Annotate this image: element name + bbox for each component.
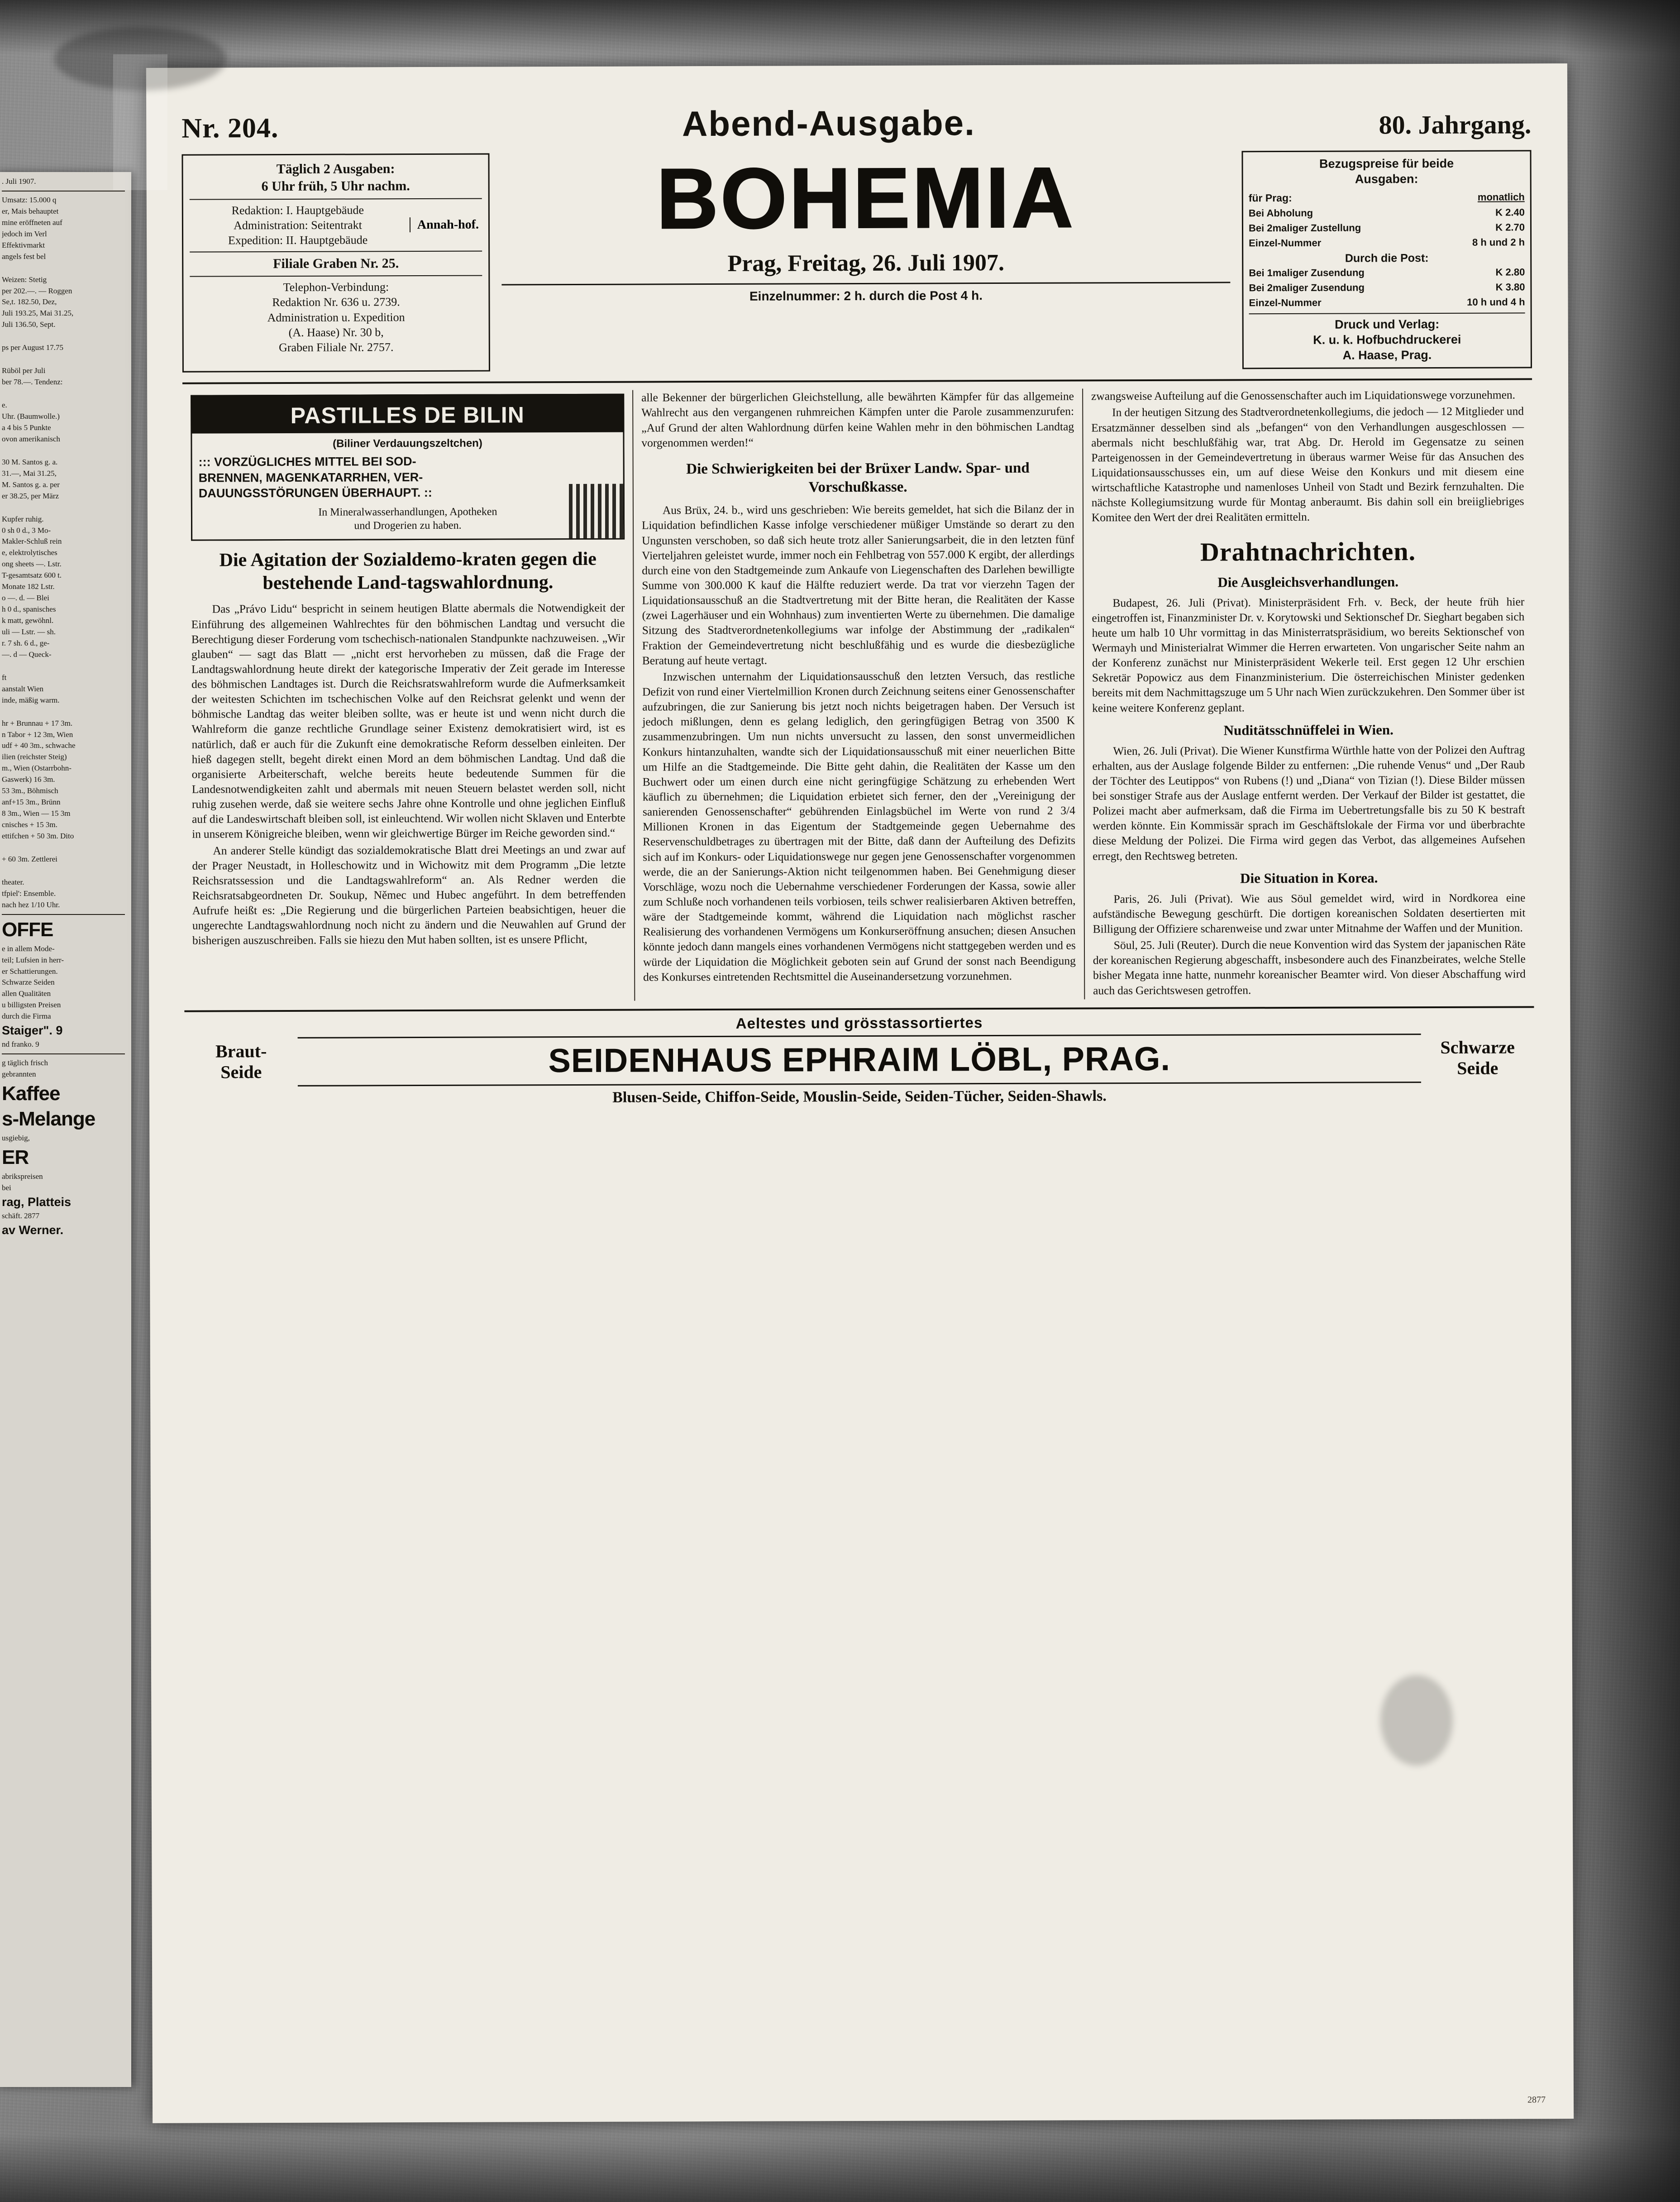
scan-shadow-right <box>1562 0 1680 2202</box>
telephone-haase: (A. Haase) Nr. 30 b, <box>288 326 384 339</box>
left-strip-line: Juli 136.50, Sept. <box>2 320 56 329</box>
imprint-line2: K. u. k. Hofbuchdruckerei <box>1313 332 1461 347</box>
left-strip-line: m., Wien (Ostarrbohn- <box>2 764 72 773</box>
left-strip-line: mine eröffneten auf <box>2 218 62 227</box>
article-paragraph: Aus Brüx, 24. b., wird uns geschrieben: Wie bereits gemeldet, hat sich die Bilanz der in Liquidation befindlichen Kasse infolge verschiedener müßiger Umstände so derart zu den Ungunsten verschoben, so daß sich heute trotz aller Sanierungsarbeit, die in den letzten fünf Vierteljahren geleistet wurde, immer noch ein Fehlbetrag von 557.000 K ergibt, der allerdings durch eine von den Stadtgemeinde zum Ankaufe von Liegenschaften des Darlehen bewilligte Summe von 300.000 K kauf die Hälfte reduziert werde. Da trat vor vierzehn Tagen der Liquidationsausschuß an die Stadtvertretung mit der Bitte heran, die Realitäten der Kasse (zwei Lagerhäuser und ein Wohnhaus) zum inventierten Werte zu übernehmen. Die damalige Sitzung des Stadtverordnetenkollegiums war infolge der Abstimmung der „radikalen“ Fraktion der Gemeindevertretung nicht beschlußfähig und es wurde die diesbezügliche Beratung auf heute vertagt. <box>641 502 1075 667</box>
left-strip-line: e. <box>2 401 7 410</box>
telephone-heading: Telephon-Verbindung: <box>283 280 389 294</box>
rate-value: 8 h und 2 h <box>1472 236 1525 248</box>
rate-label: Einzel-Nummer <box>1249 297 1322 309</box>
annahof-label: Annah-hof. <box>410 217 482 232</box>
rate-label: Bei 1maliger Zusendung <box>1249 267 1365 279</box>
left-strip-line: hr + Brunnau + 17 3m. <box>2 718 73 728</box>
column-1 <box>182 390 634 1002</box>
ad-left-keyword <box>185 1041 298 1083</box>
left-strip-line: cnisches + 15 3m. <box>2 820 57 829</box>
left-strip-line: theater. <box>2 877 24 886</box>
left-strip-line: Juli 193.25, Mai 31.25, <box>2 309 74 318</box>
left-strip-line: a 4 bis 5 Punkte <box>2 423 51 432</box>
subheading-nuditaetsschnueffelei: Nuditätsschnüffelei in Wien. <box>1223 721 1394 738</box>
ad-stripe-decoration <box>569 484 623 538</box>
ad-left-keyword-line2: Seide <box>220 1062 262 1082</box>
article-paragraph: In der heutigen Sitzung des Stadtverordnetenkollegiums, die jedoch — 12 Mitglieder und Ersatzmänner desselben sind als „befangen“ von den Verhandlungen ausgeschlossen — abermals nicht beschlußfähig war, trat Abg. Dr. Herold im Gegensatze zu seinen Parteigenossen in der Gemeindevertretung in überaus warmer Weise für das Ansuchen des Liquidationsausschusses ein, um auf diese Weise den Konkurs und mit diesem eine wirtschaftliche Katastrophe und namenloses Unheil von Stadt und Bezirk fernzuhalten. Die nächste Kollegiumsitzung wurde für Montag anberaumt. Bis dahin soll ein breiigliebriges Komitee den Wert der drei Realitäten ermitteln. <box>1091 404 1524 524</box>
ad-store-name: SEIDENHAUS EPHRAIM LÖBL, PRAG. <box>298 1034 1421 1087</box>
volume-label: 80. Jahrgang. <box>1379 110 1532 140</box>
left-strip-line: 31.—, Mai 31.25, <box>2 469 57 478</box>
left-strip-line: Kupfer ruhig. <box>2 514 44 523</box>
expedition-address: Expedition: II. Hauptgebäude <box>228 233 368 247</box>
rate-value: K 3.80 <box>1495 281 1525 293</box>
article-headline-sozialdemokraten: Die Agitation der Sozialdemo-kraten gegen die bestehende Land-tagswahlordnung. <box>219 548 597 594</box>
left-strip-line: e in allem Mode- <box>2 944 55 953</box>
left-strip-line: Schwarze Seiden <box>2 978 55 987</box>
left-strip-line: + 60 3m. Zettlerei <box>2 854 57 863</box>
left-partial-page <box>0 172 131 2087</box>
dispatch-paragraph-paris: Paris, 26. Juli (Privat). Wie aus Söul gemeldet wird, wird in Nordkorea eine aufständische Bewegung geschürft. Die dortigen koreanischen Soldaten desertierten mit Billigung der Offiziere scharenweise und zwar unter Mitnahme der Waffen und der Munition. <box>1093 891 1526 936</box>
left-strip-line: er 38.25, per März <box>2 491 59 500</box>
left-strip-line: ps per August 17.75 <box>2 343 63 352</box>
editorial-address: Redaktion: I. Hauptgebäude <box>231 203 364 217</box>
left-strip-line: ong sheets —. Lstr. <box>2 560 62 569</box>
article-paragraph: An anderer Stelle kündigt das sozialdemokratische Blatt drei Meetings an und zwar auf der Prager Neustadt, in Holleschowitz und in Wichowitz mit dem Programm „Die letzte Reichsratssession und die Landtagswahlreform“ an. Als Redner werden die Reichsratsabgeordneten Dr. Soukup, Němec und Hubec angeführt. In dem betreffenden Aufrufe heißt es: „Die Regierung und die bürgerlichen Parteien beabsichtigen, heuer die ungerechte Landtagswahlordnung noch nicht zu ändern und die Neuwahlen auf Grund der bisherigen auszuschreiben. Falls sie hiezu den Mut haben sollten, ist es unsere Pflicht, <box>192 843 626 948</box>
rate-value: K 2.80 <box>1495 266 1525 278</box>
left-strip-line: per 202.—. — Roggen <box>2 286 72 295</box>
branch-office: Filiale Graben Nr. 25. <box>273 255 399 271</box>
left-strip-line: ber 78.—. Tendenz: <box>2 378 63 387</box>
divider <box>2 914 125 915</box>
edition-label: Abend-Ausgabe. <box>682 103 975 144</box>
ad-subtitle: (Biliner Verdauungszeltchen) <box>333 437 482 450</box>
left-strip-line: ovon amerikanisch <box>2 434 60 443</box>
ad-tagline: Aeltestes und grösstassortiertes <box>735 1014 983 1032</box>
masthead-publication-info <box>181 153 490 373</box>
article-paragraph: Inzwischen unternahm der Liquidationsausschuß den letzten Versuch, das restliche Defizit von rund einer Viertelmillion Kronen durch Zeichnung seitens einer Genossenschafter aufzubringen, die zur Sanierung bis jetzt noch nichts beigetragen haben. Der Versuch ist jedoch mißlungen, denn es gelang lediglich, den geringfügigen Betrag von 3500 K zusammenzubringen. Um nun nichts unversucht zu lassen, den sonst unvermeidlichen Konkurs hintanzuhalten, wandte sich der Liquidationsausschuß mit einer neuerlichen Bitte um Hilfe an die Stadtgemeinde. Die Bitte geht dahin, die Realitäten der Kasse um den Buchwert oder um einen durch eine nicht geringfügige Schätzung zu erhebenden Wert käuflich zu übernehmen; die Liquidation erbietet sich ferner, den der „Vereinigung der sanierenden Genossenschafter“ gebührenden Einlagsbüchel im Werte von rund 2 3/4 Millionen Kronen in das Eigentum der Stadtgemeinde gegen Uebernahme des Reservenschuldbetrages zu übertragen mit der Bitte, daß dann der Aufteilung des Defizits sich auf im Konkurs- oder Liquidationswege nur gegen jene Genossenschafter vorgenommen werde, die an der Sanierungs-Aktion nicht teilgenommen haben. Bei Genehmigung dieser Vorschläge, wozu noch die Uebernahme verschiedener Forderungen der Kassa, sowie aller zum Schluße noch vorhandenen teils vorbiosen, teils schwer realisierbaren Aktiven betreffen, wäre der Stadtgemeinde kommt, während die Liquidation nach möglichst rascher Realisierung des vorhandenen Vermögens um Konkurseröffnung ansuchen; diesen Ansuchen könnte jedoch dann mangels eines vorhandenen Vermögens nicht stattgegeben werden und es würde der Liquidation die Möglichkeit geboten sein auf Grund der sonst nach Beendigung des Konkurses eintretenden Rechtsmittel die Auseinandersetzung vorzunehmen. <box>642 669 1076 984</box>
left-strip-line: angels fest bel <box>2 252 46 261</box>
prag-label: für Prag: <box>1248 191 1292 204</box>
left-strip-line: Monate 182 Lstr. <box>2 582 55 591</box>
divider <box>2 1053 125 1054</box>
ad-title: PASTILLES DE BILIN <box>192 395 623 434</box>
dispatch-paragraph-soeul: Söul, 25. Juli (Reuter). Durch die neue Konvention wird das System der japanischen Räte der koreanischen Regierung abgeschafft, insbesondere auch des Finanzbeirates, welche Stelle bisher Megata inne hatte, nunmehr koreanischer Beamter wird. Von dieser Abschaffung wird auch das Gerichtswesen getroffen. <box>1093 937 1526 997</box>
left-strip-line: Gaswerk) 16 3m. <box>2 775 55 784</box>
ad-product-list: Blusen-Seide, Chiffon-Seide, Mouslin-Seide, Seiden-Tücher, Seiden-Shawls. <box>612 1087 1107 1106</box>
left-strip-ad-firm: Staiger". 9 <box>2 1024 63 1038</box>
left-strip-line: aanstalt Wien <box>2 684 43 693</box>
left-strip-line: allen Qualitäten <box>2 989 51 998</box>
left-strip-line: er, Mais behauptet <box>2 206 59 215</box>
divider <box>1249 312 1525 314</box>
left-strip-ad-firm: rag, Platteis <box>2 1195 72 1209</box>
left-strip-ad-heading: s-Melange <box>2 1108 95 1130</box>
subheading-korea: Die Situation in Korea. <box>1240 870 1378 886</box>
left-strip-line: . Juli 1907. <box>2 177 36 186</box>
ad-claim-line: ::: VORZÜGLICHES MITTEL BEI SOD- <box>198 455 416 469</box>
left-strip-line: bei <box>2 1183 11 1192</box>
left-strip-ad-heading: OFFE <box>2 918 53 941</box>
single-copy-price: Einzelnummer: 2 h. durch die Post 4 h. <box>501 282 1230 304</box>
rate-value: K 2.40 <box>1495 206 1525 218</box>
publication-schedule-line1: Täglich 2 Ausgaben: <box>276 161 395 177</box>
telephone-branch: Graben Filiale Nr. 2757. <box>279 340 394 354</box>
subscription-heading-1: Bezugspreise für beide <box>1319 156 1454 171</box>
scan-shadow-top <box>0 0 1680 54</box>
dispatch-paragraph-wien: Wien, 26. Juli (Privat). Die Wiener Kunstfirma Würthle hatte von der Polizei den Auftrag erhalten, aus der Auslage folgende Bilder zu entfernen: „Die ruhende Venus“ und „Der Raub der Töchter des Leutippos“ von Rubens (!) und „Diana“ von Tizian (!). Diese Bilder müssen bei sonstiger Strafe aus der Auslage entfernt werden. Der Verkauf der Bilder ist gestattet, die Polizei macht aber aufmerksam, daß die Firma im Uebertretungsfalle bis zu 50 K bestraft werden könnte. Ein Kommissär sprach im Geschäftslokale der Firma vor und überbrachte diese Meldung der Polizei. Die Firma wird gegen das Verbot, das allgemeines Aufsehen erregt, den Rechtsweg betreten. <box>1092 743 1525 863</box>
left-strip-line: Rüböl per Juli <box>2 366 46 375</box>
left-strip-line: ilien (reichster Steig) <box>2 752 67 761</box>
left-strip-ad-heading: ER <box>2 1146 29 1168</box>
masthead-title-block <box>489 151 1242 371</box>
imprint-line1: Druck und Verlag: <box>1335 317 1440 331</box>
ad-footer-line: In Mineralwasserhandlungen, Apotheken <box>318 506 497 518</box>
article-paragraph: Das „Právo Lidu“ bespricht in seinem heutigen Blatte abermals die Notwendigkeit der Einführung des allgemeinen Wahlrechtes für den böhmischen Landtag und versucht die Berechtigung dieser Forderung vom tschechisch-nationalen Standpunkte nachzuweisen. „Wir glauben“ — sagt das Blatt — „nicht erst hervorheben zu müssen, daß die Frage der Landtagswahlordnung heute direkt der kategorische Imperativ der Zeit gerade im Interesse des böhmischen Landtages ist. Durch die Reichsratswahlreform wurde die Aufmerksamkeit der weitesten Schichten im tschechischen Volke auf den Reichsrat gelenkt und wenn der böhmische Landtag das weiter bleiben sollte, was er heute ist und wenn nicht durch die Wahlreform die ganze rechtliche Grundlage seiner Existenz demokratisiert wird, ist es natürlich, daß er auch für die Zukunft eine demokratische Reform desselben einleiten. Der hieß dagegen stellt, begeht direkt einen Mord an dem böhmischen Landtag. Und daß die organisierte Arbeiterschaft, welche bereits heute bedeutende Summen für die Landesnotwendigkeiten zahlt und abermals mit neuen Steuern belastet werden soll, nicht ruhig zusehen werde, daß sie weitere sechs Jahre ohne Kontrolle und ohne jeglichen Einfluß auf die Landeswirtschaft bleiben soll, ist einleuchtend. Wir wollen nicht Sklaven und Enterbte in unserem Königreiche bleiben, wenn wir gleichwertige Bürger im Reiche geworden sind.“ <box>191 601 626 841</box>
left-strip-line: teil; Lufsien in herr- <box>2 955 64 964</box>
ad-reference-number: 2877 <box>1527 2095 1546 2105</box>
left-strip-line: ft <box>2 673 7 682</box>
left-strip-line: inde, mäßig warm. <box>2 695 60 704</box>
administration-address: Administration: Seitentrakt <box>234 218 362 232</box>
left-strip-line: nach hez 1/10 Uhr. <box>2 900 60 909</box>
left-strip-line: u billigsten Preisen <box>2 1000 61 1010</box>
left-strip-line: Makler-Schluß rein <box>2 537 62 546</box>
left-strip-line: M. Santos g. a. per <box>2 480 60 489</box>
left-strip-line: ettifchen + 50 3m. Dito <box>2 831 74 840</box>
telephone-editorial: Redaktion Nr. 636 u. 2739. <box>272 295 400 309</box>
left-strip-line: nd franko. 9 <box>2 1040 39 1049</box>
article-continuation: alle Bekenner der bürgerlichen Gleichstellung, alle bewährten Kämpfer für das allgemeine Wahlrecht aus den vergangenen ruhmreichen Kämpfen unter die Parole zusammenzurufen: „Auf Grund der alten Wahlordnung dürfen keine Wahlen mehr in den böhmischen Landtag vorgenommen werden!“ <box>641 389 1074 450</box>
telephone-administration: Administration u. Expedition <box>267 310 405 324</box>
left-strip-line: usgiebig, <box>2 1134 30 1142</box>
left-strip-line: abrikspreisen <box>2 1172 43 1181</box>
left-strip-line: jedoch im Verl <box>2 229 47 238</box>
scan-shadow-bottom <box>0 2134 1680 2202</box>
rate-label: Bei 2maliger Zustellung <box>1248 222 1361 234</box>
left-strip-line: gebrannten <box>2 1070 36 1079</box>
left-strip-line: g täglich frisch <box>2 1058 48 1067</box>
rate-value: K 2.70 <box>1495 221 1525 233</box>
ad-claim-line: DAUUNGSSTÖRUNGEN ÜBERHAUPT. :: <box>198 486 432 500</box>
left-strip-line: udf + 40 3m., schwache <box>2 741 76 750</box>
article-headline-bruexer-kasse: Die Schwierigkeiten bei der Brüxer Landw. Spar- und Vorschußkasse. <box>686 460 1030 496</box>
section-heading-drahtnachrichten: Drahtnachrichten. <box>1200 536 1416 567</box>
divider <box>190 198 482 200</box>
subscription-heading-2: Ausgaben: <box>1355 172 1418 186</box>
post-rates-heading: Durch die Post: <box>1345 252 1429 265</box>
dispatch-paragraph-budapest: Budapest, 26. Juli (Privat). Ministerpräsident Frh. v. Beck, der heute früh hier eingetroffen ist, Finanzminister Dr. v. Korytowski und Sektionschef Dr. Sieghart begaben sich heute um halb 10 Uhr vormittag in das Ministerratspräsidium, wo bereits Sektionschef von Wermayh und Ministerialrat Wimmer die Herren erwarteten. Von ungarischer Seite nahm an der Konferenz zunächst nur Ministerpräsident Wekerle teil. Erst gegen 12 Uhr erschien Sekretär Popowicz aus dem Finanzministerium. Die österreichischen Minister gedenken bereits mit dem Nachmittagszuge um 5 Uhr nach Wien zurückzukehren. Den Sommer über ist keine weitere Konferenz geplant. <box>1092 594 1525 714</box>
dateline: Prag, Freitag, 26. Juli 1907. <box>727 249 1005 277</box>
prag-unit: monatlich <box>1477 191 1525 203</box>
left-strip-line: r. 7 sh. 6 d., ge- <box>2 638 50 647</box>
subheading-ausgleichsverhandlungen: Die Ausgleichsverhandlungen. <box>1217 573 1399 590</box>
left-strip-line: anf+15 3m., Brünn <box>2 798 61 807</box>
left-strip-line: Effektivmarkt <box>2 240 45 249</box>
left-strip-line: h 0 d., spanisches <box>2 605 56 614</box>
left-strip-line: Umsatz: 15.000 q <box>2 195 57 204</box>
divider <box>190 250 482 252</box>
ad-right-keyword-line2: Seide <box>1457 1058 1499 1079</box>
newspaper-page <box>146 63 1574 2123</box>
left-strip-line: durch die Firma <box>2 1012 51 1021</box>
left-strip-line: uli — Lstr. — sh. <box>2 627 56 636</box>
left-strip-ad-firm: av Werner. <box>2 1223 64 1237</box>
left-strip-line: o —. d. — Blei <box>2 594 49 603</box>
ad-seidenhaus-loebl[interactable] <box>184 1006 1534 1107</box>
rate-label: Bei Abholung <box>1248 207 1313 219</box>
left-strip-line: 30 M. Santos g. a. <box>2 457 58 466</box>
ad-footer-line: und Drogerien zu haben. <box>354 519 462 532</box>
left-strip-line: schäft. 2877 <box>2 1211 40 1220</box>
divider <box>190 275 482 277</box>
left-strip-line: Weizen: Stetig <box>2 275 47 284</box>
left-strip-line: 0 sh 0 d., 3 Mo- <box>2 526 51 535</box>
masthead <box>181 150 1532 373</box>
ad-right-keyword-line1: Schwarze <box>1440 1037 1515 1058</box>
left-strip-line: k matt, gewöhnl. <box>2 616 54 625</box>
rate-label: Bei 2maliger Zusendung <box>1249 282 1365 294</box>
left-strip-line: er Schattierungen. <box>2 967 58 976</box>
ad-left-keyword-line1: Braut- <box>215 1041 267 1062</box>
ad-claim-line: BRENNEN, MAGENKATARRHEN, VER- <box>198 470 423 485</box>
left-strip-line: 53 3m., Böhmisch <box>2 786 58 795</box>
left-strip-line: e, elektrolytisches <box>2 548 57 557</box>
ad-pastilles-de-bilin[interactable] <box>191 394 625 541</box>
masthead-top-row <box>163 80 1549 146</box>
column-2 <box>632 389 1084 1001</box>
masthead-subscription-info <box>1241 150 1532 369</box>
ad-right-keyword <box>1421 1037 1534 1079</box>
left-strip-line: Se,t. 182.50, Dez, <box>2 297 57 306</box>
imprint-line3: A. Haase, Prag. <box>1342 348 1432 362</box>
rate-value: 10 h und 4 h <box>1467 296 1525 308</box>
column-3 <box>1082 388 1534 1000</box>
issue-number: Nr. 204. <box>181 113 279 144</box>
publication-schedule-line2: 6 Uhr früh, 5 Uhr nachm. <box>261 178 410 194</box>
article-columns <box>182 388 1534 1002</box>
left-strip-line: Uhr. (Baumwolle.) <box>2 412 60 421</box>
article-continuation: zwangsweise Aufteilung auf die Genossenschafter auch im Liquidationswege vorzunehmen. <box>1091 388 1516 403</box>
left-strip-line: 8 3m., Wien — 15 3m <box>2 809 71 818</box>
masthead-rule <box>182 378 1532 384</box>
left-strip-line: tfpiel': Ensemble. <box>2 889 56 898</box>
rate-label: Einzel-Nummer <box>1249 237 1322 249</box>
left-strip-line: n Tabor + 12 3m, Wien <box>2 730 73 739</box>
left-strip-ad-heading: Kaffee <box>2 1082 60 1105</box>
left-strip-line: T-gesamtsatz 600 t. <box>2 571 62 580</box>
newspaper-title: BOHEMIA <box>656 149 1075 247</box>
left-strip-line: —. d — Queck- <box>2 650 52 659</box>
